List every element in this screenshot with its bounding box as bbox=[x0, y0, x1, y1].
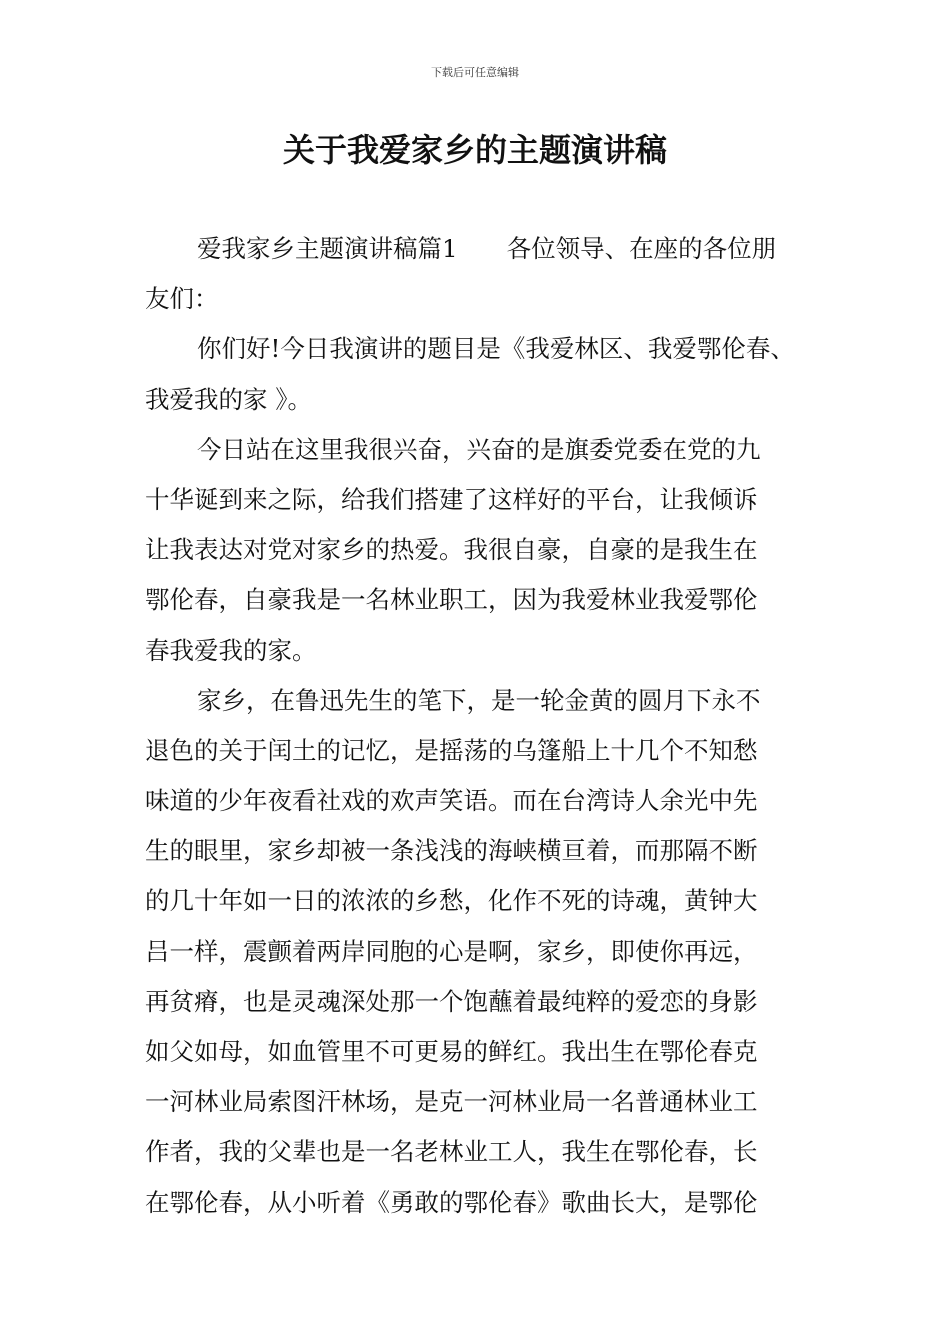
body-line: 你们好!今日我演讲的题目是《我爱林区、我爱鄂伦春、 bbox=[197, 334, 795, 364]
body-line: 爱我家乡主题演讲稿篇1 各位领导、在座的各位朋 bbox=[197, 234, 777, 263]
body-line: 在鄂伦春，从小听着《勇敢的鄂伦春》歌曲长大，是鄂伦 bbox=[145, 1187, 758, 1217]
header-note: 下载后可任意编辑 bbox=[431, 66, 519, 79]
body-line: 生的眼里，家乡却被一条浅浅的海峡横亘着，而那隔不断 bbox=[145, 836, 758, 866]
body-line: 十华诞到来之际，给我们搭建了这样好的平台，让我倾诉 bbox=[145, 484, 758, 514]
body-line: 今日站在这里我很兴奋，兴奋的是旗委党委在党的九 bbox=[197, 434, 761, 464]
body-line: 的几十年如一日的浓浓的乡愁，化作不死的诗魂，黄钟大 bbox=[145, 886, 758, 916]
document-body bbox=[145, 224, 825, 1228]
body-line: 友们： bbox=[145, 284, 219, 314]
body-line: 退色的关于闰土的记忆，是摇荡的乌篷船上十几个不知愁 bbox=[145, 735, 758, 765]
body-line: 一河林业局索图汗林场，是克一河林业局一名普通林业工 bbox=[145, 1087, 758, 1117]
body-line: 让我表达对党对家乡的热爱。我很自豪，自豪的是我生在 bbox=[145, 535, 758, 565]
body-line: 味道的少年夜看社戏的欢声笑语。而在台湾诗人余光中先 bbox=[145, 786, 758, 816]
body-line: 家乡，在鲁迅先生的笔下，是一轮金黄的圆月下永不 bbox=[197, 685, 761, 715]
body-line: 作者，我的父辈也是一名老林业工人，我生在鄂伦春，长 bbox=[145, 1137, 758, 1167]
body-line: 春我爱我的家。 bbox=[145, 635, 317, 665]
body-line: 如父如母，如血管里不可更易的鲜红。我出生在鄂伦春克 bbox=[145, 1037, 758, 1066]
document-title: 关于我爱家乡的主题演讲稿 bbox=[282, 131, 667, 169]
body-line: 吕一样，震颤着两岸同胞的心是啊，家乡，即使你再远， bbox=[145, 936, 758, 966]
body-line: 再贫瘠，也是灵魂深处那一个饱蘸着最纯粹的爱恋的身影 bbox=[145, 986, 758, 1016]
body-line: 我爱我的家 》。 bbox=[145, 384, 313, 414]
body-line: 鄂伦春，自豪我是一名林业职工，因为我爱林业我爱鄂伦 bbox=[145, 585, 758, 615]
